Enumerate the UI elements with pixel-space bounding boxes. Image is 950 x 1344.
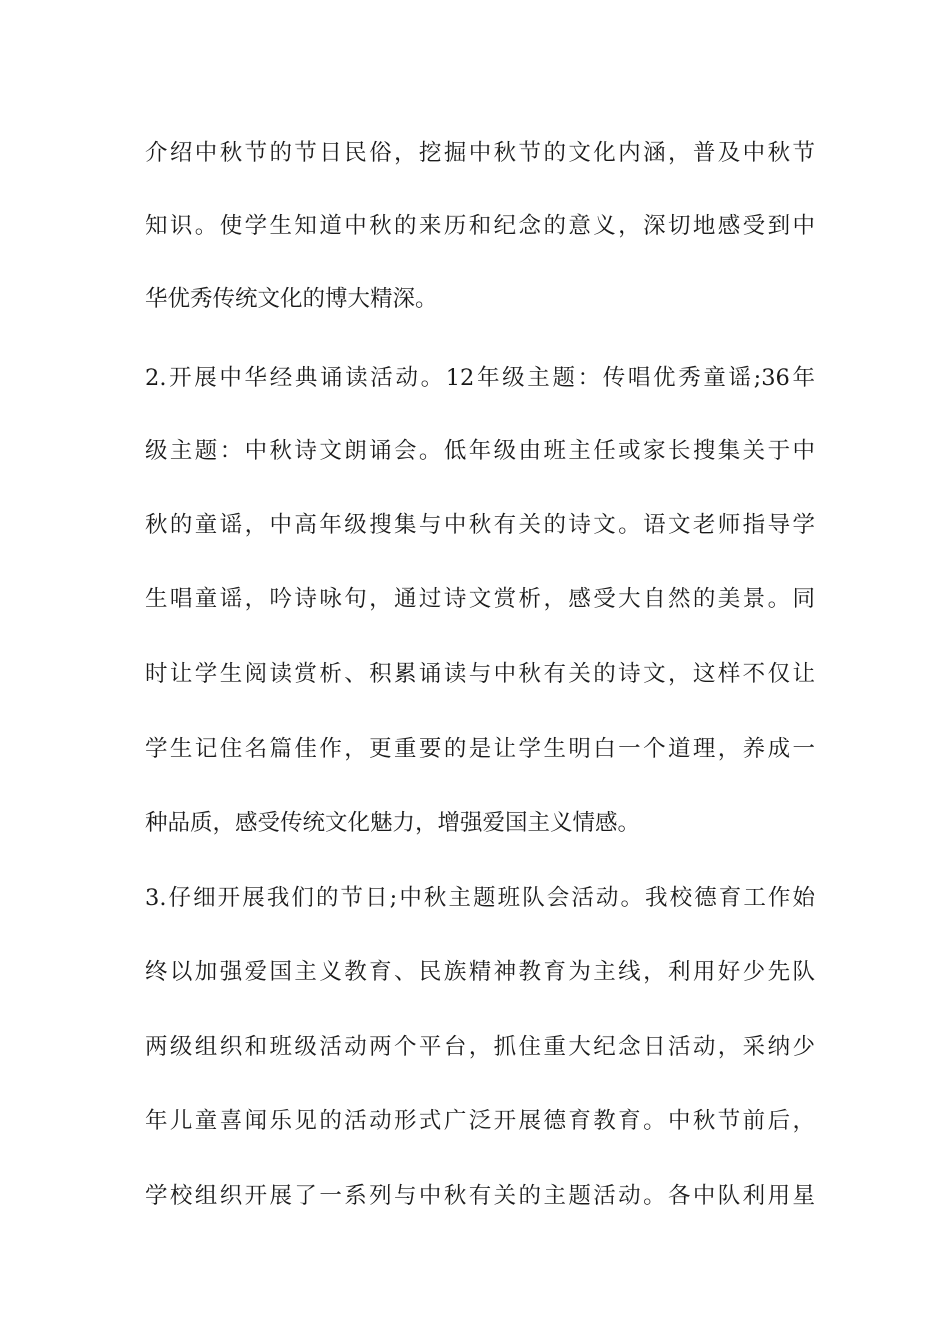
text-line: 秋的童谣，中高年级搜集与中秋有关的诗文。语文老师指导学 [145,512,815,538]
text-line: 生唱童谣，吟诗咏句，通过诗文赏析，感受大自然的美景。同 [145,586,815,612]
text-line: 时让学生阅读赏析、积累诵读与中秋有关的诗文，这样不仅让 [145,661,815,687]
text-line: 级主题：中秋诗文朗诵会。低年级由班主任或家长搜集关于中 [145,438,815,464]
text-line: 两级组织和班级活动两个平台，抓住重大纪念日活动，采纳少 [145,1034,815,1060]
text-line: 终以加强爱国主义教育、民族精神教育为主线，利用好少先队 [145,959,815,985]
text-line: 种品质，感受传统文化魅力，增强爱国主义情感。 [145,810,641,836]
text-line: 2.开展中华经典诵读活动。12年级主题：传唱优秀童谣;36年 [145,365,815,391]
text-line: 华优秀传统文化的博大精深。 [145,286,438,312]
text-line: 知识。使学生知道中秋的来历和纪念的意义，深切地感受到中 [145,213,815,239]
text-line: 年儿童喜闻乐见的活动形式广泛开展德育教育。中秋节前后， [145,1108,815,1134]
text-line: 学生记住名篇佳作，更重要的是让学生明白一个道理，养成一 [145,736,815,762]
text-line: 介绍中秋节的节日民俗，挖掘中秋节的文化内涵，普及中秋节 [145,140,815,166]
text-line: 学校组织开展了一系列与中秋有关的主题活动。各中队利用星 [145,1183,815,1209]
text-line: 3.仔细开展我们的节日;中秋主题班队会活动。我校德育工作始 [145,885,815,911]
